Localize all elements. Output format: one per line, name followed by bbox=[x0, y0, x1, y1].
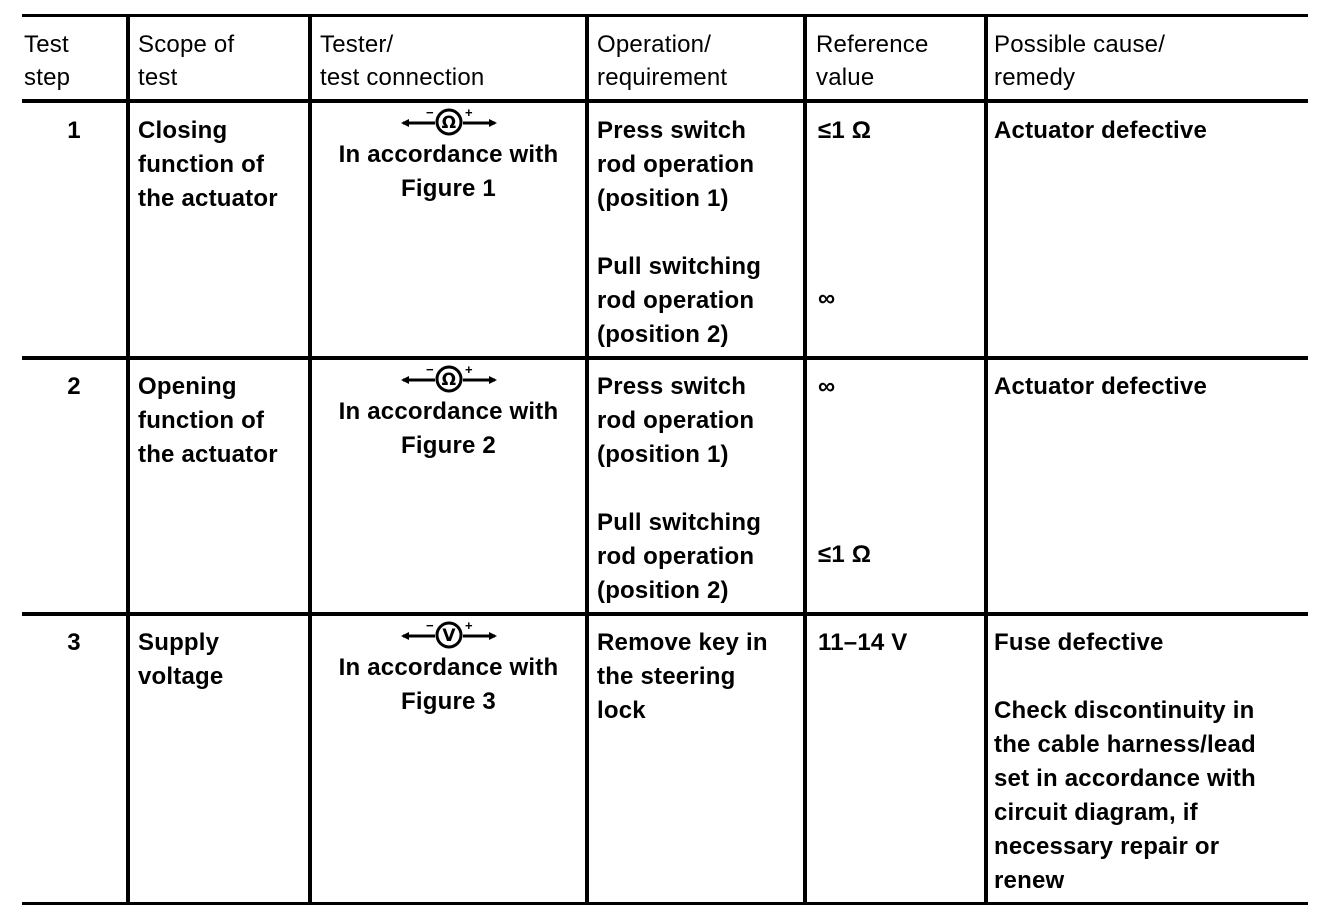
row-3-step: 3 bbox=[67, 629, 81, 656]
row-2-operation-2 bbox=[597, 506, 761, 608]
voltmeter-icon bbox=[312, 619, 585, 649]
svg-text:+: + bbox=[464, 106, 473, 120]
operation-line: (position 2) bbox=[597, 321, 729, 348]
meter-symbol: Ω bbox=[441, 113, 456, 133]
remedy-line: the cable harness/lead bbox=[994, 731, 1256, 758]
row-1-operation-2 bbox=[597, 250, 761, 352]
meter-symbol: V bbox=[441, 626, 456, 646]
svg-text:−: − bbox=[425, 106, 434, 120]
header-line: Operation/ bbox=[597, 31, 712, 58]
column-divider bbox=[984, 14, 988, 905]
header-operation bbox=[597, 28, 727, 94]
scope-line: the actuator bbox=[138, 185, 278, 212]
header-test-step bbox=[24, 28, 70, 94]
header-line: test bbox=[138, 64, 178, 91]
row-3-operation-1 bbox=[597, 626, 768, 728]
test-table bbox=[22, 14, 1308, 906]
scope-line: Closing bbox=[138, 117, 228, 144]
row-1-reference-1: ≤1 Ω bbox=[818, 117, 872, 144]
operation-line: (position 1) bbox=[597, 441, 729, 468]
header-line: step bbox=[24, 64, 71, 91]
header-rule bbox=[22, 99, 1308, 103]
row-3-remedy bbox=[994, 694, 1256, 898]
operation-line: rod operation bbox=[597, 543, 755, 570]
operation-line: rod operation bbox=[597, 151, 755, 178]
row-3-cause bbox=[994, 626, 1164, 660]
header-line: test connection bbox=[320, 64, 485, 91]
cause-line: Fuse defective bbox=[994, 629, 1164, 656]
tester-line: Figure 2 bbox=[401, 432, 496, 459]
operation-line: rod operation bbox=[597, 407, 755, 434]
header-line: Tester/ bbox=[320, 31, 394, 58]
meter-symbol: Ω bbox=[441, 370, 456, 390]
cause-line: Actuator defective bbox=[994, 117, 1207, 144]
operation-line: rod operation bbox=[597, 287, 755, 314]
row-rule bbox=[22, 356, 1308, 360]
remedy-line: circuit diagram, if bbox=[994, 799, 1198, 826]
ohmmeter-icon bbox=[312, 363, 585, 393]
tester-line: In accordance with bbox=[338, 398, 559, 425]
svg-text:+: + bbox=[464, 619, 473, 633]
row-2-reference-1: ∞ bbox=[818, 373, 836, 400]
tester-line: Figure 1 bbox=[401, 175, 496, 202]
operation-line: the steering bbox=[597, 663, 736, 690]
operation-line: Press switch bbox=[597, 117, 747, 144]
operation-line: Press switch bbox=[597, 373, 747, 400]
column-divider bbox=[585, 14, 589, 905]
row-2-tester bbox=[312, 363, 585, 463]
svg-text:−: − bbox=[425, 619, 434, 633]
column-divider bbox=[803, 14, 807, 905]
row-1-scope bbox=[138, 114, 278, 216]
svg-text:+: + bbox=[464, 363, 473, 377]
scope-line: function of bbox=[138, 407, 265, 434]
header-line: Test bbox=[24, 31, 69, 58]
operation-line: lock bbox=[597, 697, 646, 724]
row-1-step: 1 bbox=[67, 117, 81, 144]
header-line: Possible cause/ bbox=[994, 31, 1166, 58]
remedy-line: Check discontinuity in bbox=[994, 697, 1255, 724]
operation-line: Pull switching bbox=[597, 509, 762, 536]
header-line: value bbox=[816, 64, 875, 91]
row-2-reference-2: ≤1 Ω bbox=[818, 541, 872, 568]
column-divider bbox=[126, 14, 130, 905]
operation-line: Pull switching bbox=[597, 253, 762, 280]
remedy-line: set in accordance with bbox=[994, 765, 1256, 792]
table-top-rule bbox=[22, 14, 1308, 17]
header-line: Scope of bbox=[138, 31, 235, 58]
row-1-operation-1 bbox=[597, 114, 754, 216]
remedy-line: necessary repair or bbox=[994, 833, 1220, 860]
operation-line: Remove key in bbox=[597, 629, 768, 656]
tester-line: In accordance with bbox=[338, 654, 559, 681]
row-2-scope bbox=[138, 370, 278, 472]
row-2-cause bbox=[994, 370, 1207, 404]
scope-line: voltage bbox=[138, 663, 224, 690]
scope-line: function of bbox=[138, 151, 265, 178]
ohmmeter-icon bbox=[312, 106, 585, 136]
row-2-operation-1 bbox=[597, 370, 754, 472]
row-1-tester bbox=[312, 106, 585, 206]
tester-line: Figure 3 bbox=[401, 688, 496, 715]
row-2-step: 2 bbox=[67, 373, 81, 400]
header-reference bbox=[816, 28, 929, 94]
row-rule bbox=[22, 612, 1308, 616]
tester-line: In accordance with bbox=[338, 141, 559, 168]
row-3-scope bbox=[138, 626, 223, 694]
header-tester bbox=[320, 28, 484, 94]
row-1-cause bbox=[994, 114, 1207, 148]
row-3-tester bbox=[312, 619, 585, 719]
operation-line: (position 2) bbox=[597, 577, 729, 604]
svg-text:−: − bbox=[425, 363, 434, 377]
header-cause bbox=[994, 28, 1165, 94]
row-1-reference-2: ∞ bbox=[818, 285, 836, 312]
scope-line: the actuator bbox=[138, 441, 278, 468]
operation-line: (position 1) bbox=[597, 185, 729, 212]
cause-line: Actuator defective bbox=[994, 373, 1207, 400]
header-scope bbox=[138, 28, 234, 94]
row-3-reference-1: 11–14 V bbox=[818, 629, 908, 656]
remedy-line: renew bbox=[994, 867, 1065, 894]
table-bottom-rule bbox=[22, 902, 1308, 905]
header-line: remedy bbox=[994, 64, 1076, 91]
header-line: requirement bbox=[597, 64, 728, 91]
scope-line: Opening bbox=[138, 373, 237, 400]
scope-line: Supply bbox=[138, 629, 220, 656]
header-line: Reference bbox=[816, 31, 929, 58]
